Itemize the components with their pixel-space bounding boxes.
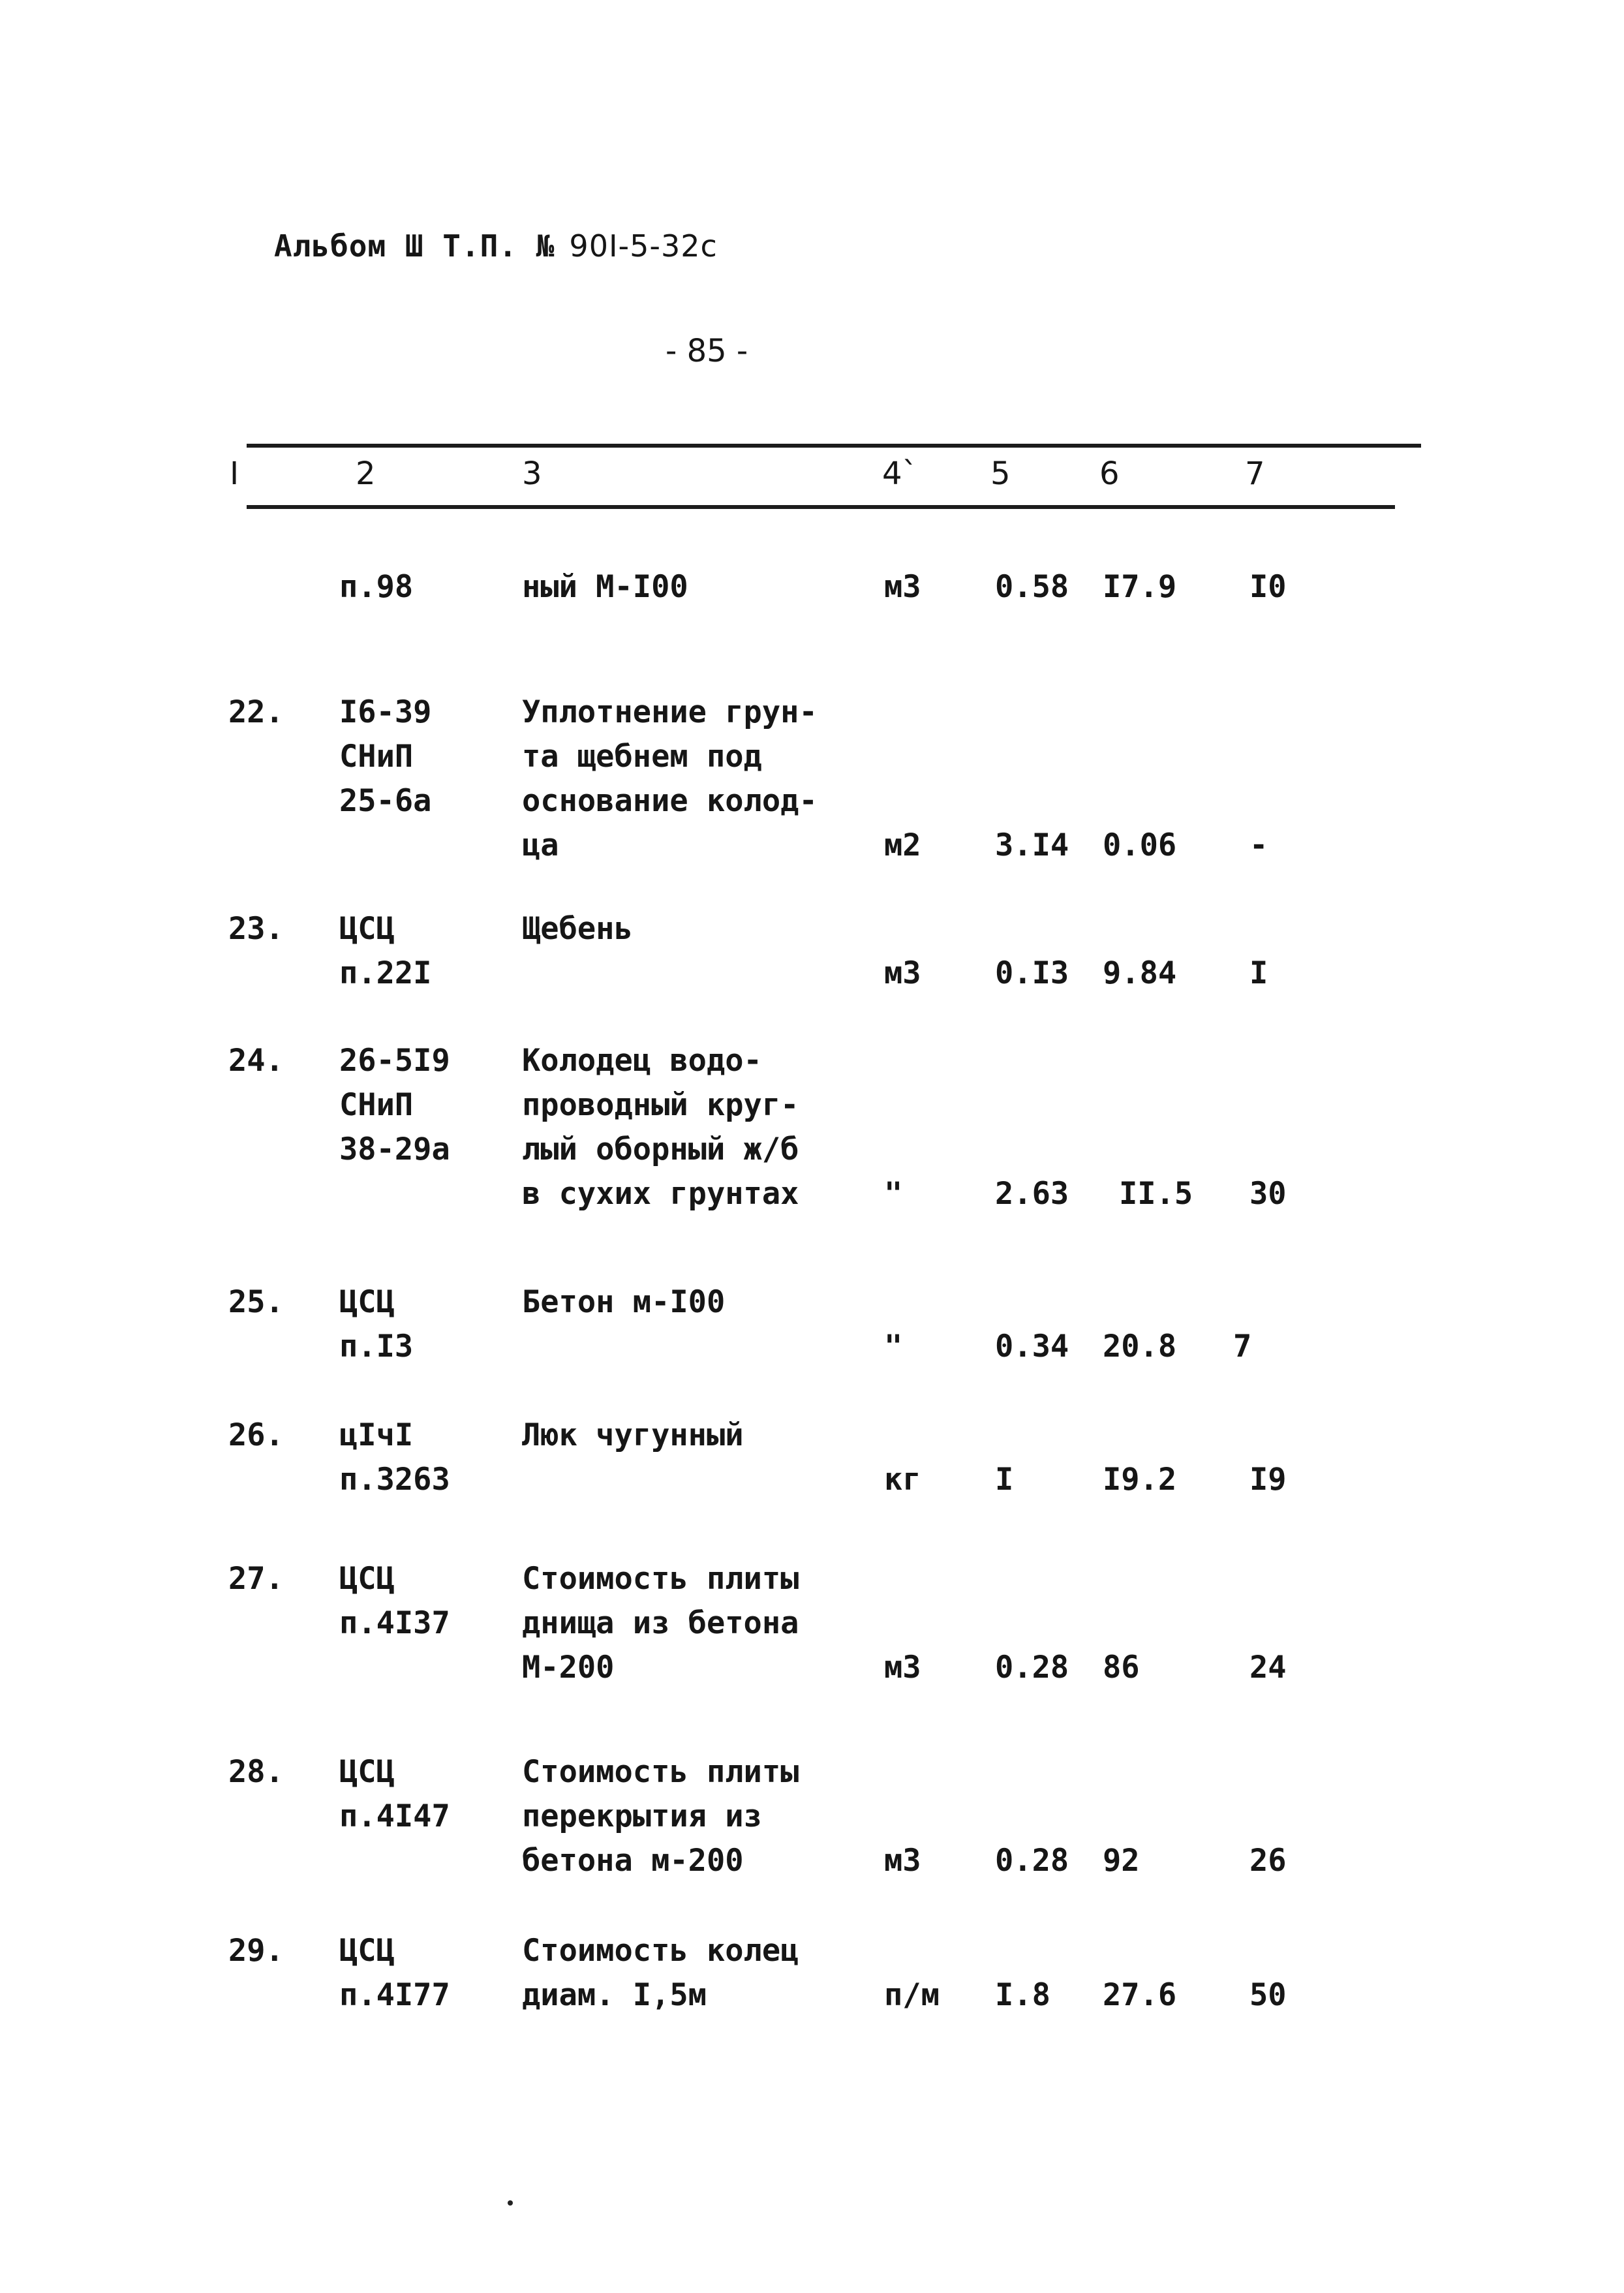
row-code: ЦСЦ п.22I <box>339 911 432 991</box>
row-code: п.98 <box>339 569 414 605</box>
row-number: 22. <box>228 694 284 730</box>
row-price: 0.06 <box>1103 827 1177 863</box>
row-number: 28. <box>228 1754 284 1790</box>
row-quantity: 0.28 <box>995 1650 1069 1685</box>
row-number: 23. <box>228 911 284 947</box>
row-description: Люк чугунный <box>522 1417 744 1453</box>
scan-speck <box>508 2200 513 2206</box>
row-unit: м3 <box>884 1843 921 1879</box>
row-price: I9.2 <box>1103 1462 1177 1498</box>
row-unit: м2 <box>884 827 921 863</box>
page-number: - 85 - <box>666 333 748 369</box>
row-total: I9 <box>1249 1462 1287 1498</box>
row-description: Щебень <box>522 911 633 947</box>
row-description: Уплотнение грун- та щебнем под основание колод- ца <box>522 694 818 863</box>
row-unit: кг <box>884 1462 921 1498</box>
row-price: 27.6 <box>1103 1977 1177 2013</box>
row-total: I0 <box>1249 569 1287 605</box>
row-code: I6-39 СНиП 25-6а <box>339 694 432 819</box>
row-code: 26-5I9 СНиП 38-29а <box>339 1043 450 1167</box>
row-quantity: 2.63 <box>995 1176 1069 1212</box>
row-total: - <box>1249 827 1268 863</box>
row-total: 50 <box>1249 1977 1287 2013</box>
row-quantity: 0.34 <box>995 1329 1069 1364</box>
row-price: 92 <box>1103 1843 1140 1879</box>
column-header-1: I <box>230 455 239 492</box>
table-top-rule <box>247 444 1421 448</box>
row-description: Стоимость колец диам. I,5м <box>522 1933 799 2013</box>
row-code: ЦСЦ п.4I77 <box>339 1933 450 2013</box>
column-header-2: 2 <box>356 455 376 492</box>
row-code: ЦСЦ п.4I37 <box>339 1561 450 1641</box>
row-price: II.5 <box>1119 1176 1193 1212</box>
row-total: 7 <box>1233 1329 1252 1364</box>
row-code: ЦСЦ п.4I47 <box>339 1754 450 1834</box>
row-price: 86 <box>1103 1650 1140 1685</box>
row-number: 29. <box>228 1933 284 1969</box>
row-price: I7.9 <box>1103 569 1177 605</box>
row-quantity: I.8 <box>995 1977 1050 2013</box>
row-description: Бетон м-I00 <box>522 1284 726 1320</box>
row-unit: м3 <box>884 569 921 605</box>
row-price: 9.84 <box>1103 955 1177 991</box>
row-description: Колодец водо- проводный круг- лый оборный ж/б в сухих грунтах <box>522 1043 799 1212</box>
row-unit: п/м <box>884 1977 940 2013</box>
row-total: 24 <box>1249 1650 1287 1685</box>
row-quantity: 0.58 <box>995 569 1069 605</box>
row-number: 24. <box>228 1043 284 1079</box>
row-number: 25. <box>228 1284 284 1320</box>
column-header-5: 5 <box>990 455 1011 492</box>
table-header-rule <box>247 505 1395 509</box>
row-unit: " <box>884 1329 903 1364</box>
row-total: I <box>1249 955 1268 991</box>
row-unit: м3 <box>884 1650 921 1685</box>
column-header-6: 6 <box>1099 455 1120 492</box>
row-quantity: 0.I3 <box>995 955 1069 991</box>
row-unit: " <box>884 1176 903 1212</box>
album-number: 90I-5-32с <box>569 228 718 264</box>
row-unit: м3 <box>884 955 921 991</box>
row-description: Стоимость плиты перекрытия из бетона м-200 <box>522 1754 799 1879</box>
row-code: ЦСЦ п.I3 <box>339 1284 414 1364</box>
row-number: 26. <box>228 1417 284 1453</box>
row-code: цIчI п.3263 <box>339 1417 450 1498</box>
row-quantity: 0.28 <box>995 1843 1069 1879</box>
column-header-4: 4` <box>882 455 918 492</box>
album-label: Альбом Ш Т.П. № <box>274 228 555 264</box>
row-quantity: I <box>995 1462 1014 1498</box>
row-total: 26 <box>1249 1843 1287 1879</box>
row-number: 27. <box>228 1561 284 1597</box>
row-quantity: 3.I4 <box>995 827 1069 863</box>
column-header-7: 7 <box>1245 455 1265 492</box>
album-title <box>274 228 718 264</box>
column-header-3: 3 <box>522 455 542 492</box>
row-total: 30 <box>1249 1176 1287 1212</box>
row-description: ный М-I00 <box>522 569 688 605</box>
row-description: Стоимость плиты днища из бетона М-200 <box>522 1561 799 1685</box>
row-price: 20.8 <box>1103 1329 1177 1364</box>
